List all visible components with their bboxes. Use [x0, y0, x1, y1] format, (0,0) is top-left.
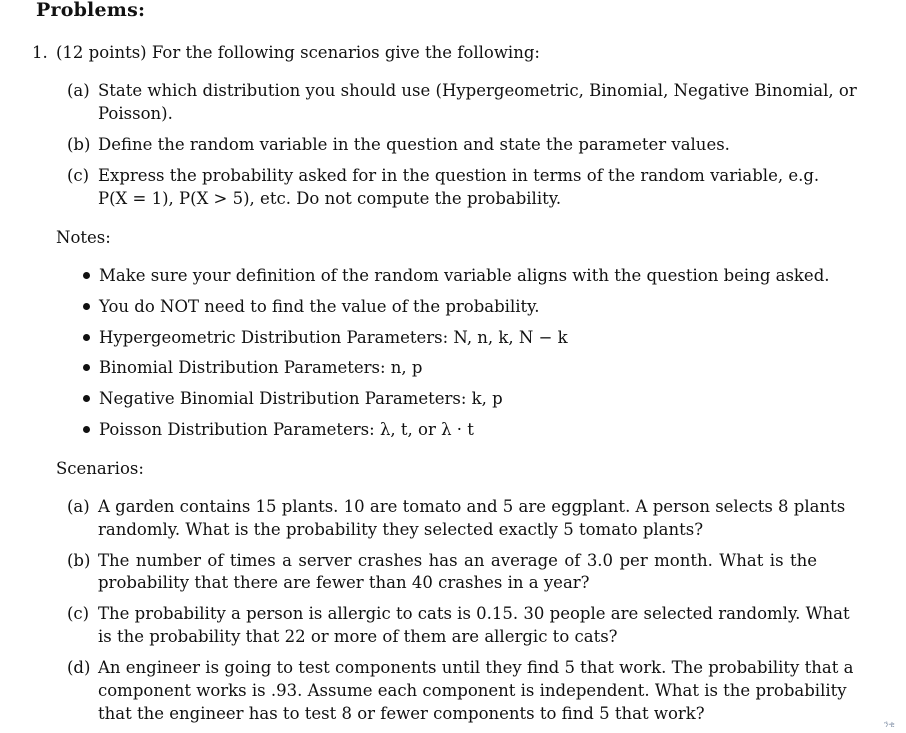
bullet-icon — [83, 272, 90, 279]
note-item: You do NOT need to find the value of the probability. — [99, 297, 540, 316]
notes-title: Notes: — [56, 228, 111, 247]
scenario-a-label: (a) — [67, 497, 90, 516]
note-item: Hypergeometric Distribution Parameters: N, n, k, N − k — [99, 328, 568, 347]
bullet-icon — [83, 364, 90, 371]
scenario-d-line2: component works is .93. Assume each component is independent. What is the probability — [98, 681, 847, 700]
problem-number: 1. — [32, 43, 48, 62]
scenario-d-line3: that the engineer has to test 8 or fewer components to find 5 that work? — [98, 704, 705, 723]
task-b-label: (b) — [67, 135, 91, 154]
scenarios-title: Scenarios: — [56, 459, 144, 478]
bullet-icon — [83, 334, 90, 341]
task-b-line1: Define the random variable in the question and state the parameter values. — [98, 135, 730, 154]
scenario-d-label: (d) — [67, 658, 91, 677]
bullet-icon — [83, 303, 90, 310]
scenario-c-line1: The probability a person is allergic to cats is 0.15. 30 people are selected randomly. What — [98, 604, 850, 623]
note-item: Binomial Distribution Parameters: n, p — [99, 358, 423, 377]
task-c-line1: Express the probability asked for in the question in terms of the random variable, e.g. — [98, 166, 820, 185]
scenario-b-line1: The number of times a server crashes has an average of 3.0 per month. What is the — [98, 551, 817, 570]
bullet-icon — [83, 395, 90, 402]
task-a-line1: State which distribution you should use (Hypergeometric, Binomial, Negative Binomial, or — [98, 81, 857, 100]
scenario-d-line1: An engineer is going to test components until they find 5 that work. The probability that a — [98, 658, 854, 677]
task-c-line2: P(X = 1), P(X > 5), etc. Do not compute the probability. — [98, 189, 562, 208]
page-heading: Problems: — [36, 0, 146, 21]
scenario-c-label: (c) — [67, 604, 90, 623]
scenario-b-label: (b) — [67, 551, 91, 570]
task-c-label: (c) — [67, 166, 90, 185]
scenario-b-line2: probability that there are fewer than 40 crashes in a year? — [98, 573, 590, 592]
task-a-label: (a) — [67, 81, 90, 100]
note-item: Make sure your definition of the random variable aligns with the question being asked. — [99, 266, 830, 285]
bullet-icon — [83, 426, 90, 433]
scenario-a-line1: A garden contains 15 plants. 10 are tomato and 5 are eggplant. A person selects 8 plants — [98, 497, 846, 516]
note-item: Poisson Distribution Parameters: λ, t, or λ · t — [99, 420, 474, 439]
note-item: Negative Binomial Distribution Parameters: k, p — [99, 389, 503, 408]
corner-watermark: ንቂ — [884, 720, 895, 730]
scenario-a-line2: randomly. What is the probability they selected exactly 5 tomato plants? — [98, 520, 704, 539]
problem-intro: (12 points) For the following scenarios give the following: — [56, 43, 540, 62]
task-a-line2: Poisson). — [98, 104, 173, 123]
scenario-c-line2: is the probability that 22 or more of them are allergic to cats? — [98, 627, 618, 646]
